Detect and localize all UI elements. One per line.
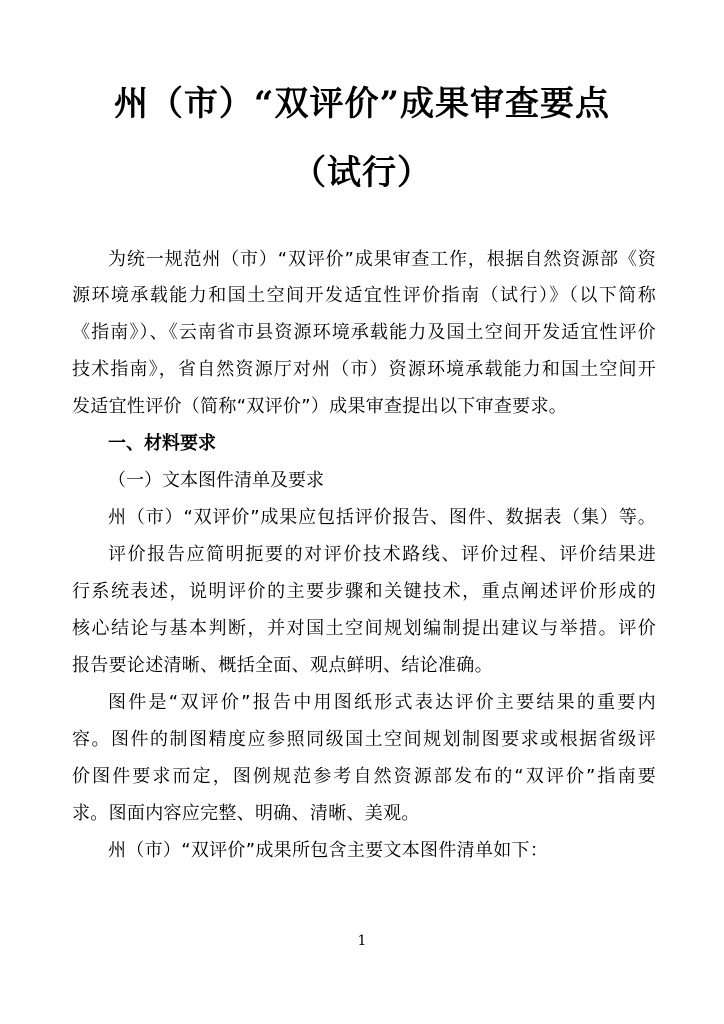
paragraph-line: 评价报告应简明扼要的对评价技术路线、评价过程、评价结果进 (108, 544, 656, 565)
paragraph-line: 州（市）“双评价”成果所包含主要文本图件清单如下： (108, 840, 549, 861)
document-title: 州（市）“双评价”成果审查要点 (113, 84, 611, 124)
intro-line: 发适宜性评价（简称“双评价”）成果审查提出以下审查要求。 (72, 396, 568, 417)
intro-line: 技术指南》，省自然资源厅对州（市）资源环境承载能力和国土空间开 (72, 359, 656, 380)
paragraph-line: 核心结论与基本判断，并对国土空间规划编制提出建议与举措。评价 (72, 618, 656, 639)
paragraph-line: 价图件要求而定，图例规范参考自然资源部发布的“双评价”指南要 (72, 766, 656, 787)
paragraph-line: 州（市）“双评价”成果应包括评价报告、图件、数据表（集）等。 (108, 507, 656, 528)
subsection-heading: （一）文本图件清单及要求 (108, 470, 324, 491)
section-heading: 一、材料要求 (108, 433, 216, 454)
paragraph-line: 求。图面内容应完整、明确、清晰、美观。 (72, 803, 420, 824)
paragraph-line: 报告要论述清晰、概括全面、观点鲜明、结论准确。 (72, 655, 493, 676)
page-number: 1 (357, 933, 367, 949)
intro-line: 《指南》）、《云南省市县资源环境承载能力及国土空间开发适宜性评价 (72, 322, 656, 343)
paragraph-line: 行系统表述，说明评价的主要步骤和关键技术，重点阐述评价形成的 (72, 581, 656, 602)
intro-line: 为统一规范州（市）“双评价”成果审查工作，根据自然资源部《资 (108, 249, 656, 270)
document-subtitle: （试行） (292, 153, 432, 193)
intro-line: 源环境承载能力和国土空间开发适宜性评价指南（试行）》（以下简称 (72, 285, 656, 306)
paragraph-line: 图件是“双评价”报告中用图纸形式表达评价主要结果的重要内 (108, 692, 656, 713)
paragraph-line: 容。图件的制图精度应参照同级国土空间规划制图要求或根据省级评 (72, 729, 656, 750)
